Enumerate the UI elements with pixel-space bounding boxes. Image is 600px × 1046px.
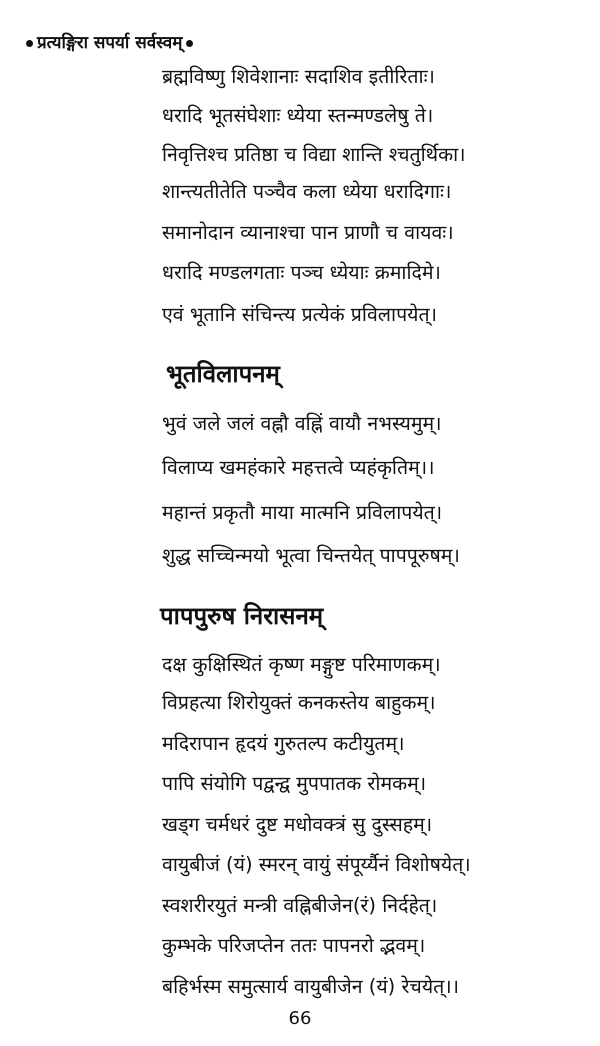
header-title: प्रत्यङ्गिरा सपर्या सर्वस्वम् [37, 33, 183, 53]
verse-line: बहिर्भस्म समुत्सार्य वायुबीजेन (यं) रेचयेत्।। [162, 975, 460, 998]
verse-line: एवं भूतानि संचिन्त्य प्रत्येकं प्रविलापयेत्। [162, 303, 437, 326]
verse-line: पापि संयोगि पद्वन्द्व मुपपातक रोमकम्। [162, 772, 427, 795]
section-heading-bhutavilapanam: भूतविलापनम् [166, 360, 280, 388]
verse-line: दक्ष कुक्षिस्थितं कृष्ण मङ्गुष्ट परिमाणकम्। [162, 653, 441, 676]
section-heading-papapurusha-nirasanam: पापपुरुष निरासनम् [160, 602, 324, 630]
verse-line: स्वशरीरयुतं मन्त्री वह्निबीजेन(रं) निर्दहेत्। [162, 894, 438, 917]
verse-line: ब्रह्मविष्णु शिवेशानाः सदाशिव इतीरिताः। [162, 65, 435, 88]
verse-line: शान्त्यतीतेति पञ्चैव कला ध्येया धरादिगाः। [162, 180, 452, 203]
bullet-dot-right [186, 40, 193, 47]
verse-line: भुवं जले जलं वह्नौ वह्निं वायौ नभस्यमुम्। [162, 412, 442, 435]
page-number: 66 [288, 1008, 312, 1029]
verse-line: धरादि मण्डलगताः पञ्च ध्येयाः क्रमादिमे। [162, 261, 441, 284]
running-header [22, 30, 197, 53]
verse-line: मदिरापान हृदयं गुरुतल्प कटीयुतम्। [162, 732, 405, 755]
verse-line: वायुबीजं (यं) स्मरन् वायुं संपूर्य्यैनं विशोषयेत्। [162, 853, 471, 876]
verse-line: समानोदान व्यानाश्चा पान प्राणौ च वायवः। [162, 221, 454, 244]
bullet-dot-left [26, 40, 33, 47]
verse-line: महान्तं प्रकृतौ माया मात्मनि प्रविलापयेत्। [162, 501, 443, 524]
verse-line: कुम्भके परिजप्तेन ततः पापनरो द्भवम्। [162, 934, 426, 957]
verse-line: धरादि भूतसंघेशाः ध्येया स्तन्मण्डलेषु ते। [162, 104, 434, 127]
verse-line: विलाप्य खमहंकारे महत्तत्वे प्यहंकृतिम्।। [162, 456, 435, 479]
verse-line: खड्ग चर्मधरं दुष्ट मधोवक्त्रं सु दुस्सहम्। [162, 813, 433, 836]
verse-line: विप्रहत्या शिरोयुक्तं कनकस्तेय बाहुकम्। [162, 691, 436, 714]
verse-line: निवृत्तिश्च प्रतिष्ठा च विद्या शान्ति श्चतुर्थिका। [162, 143, 466, 166]
verse-line: शुद्ध सच्चिन्मयो भूत्वा चिन्तयेत् पापपूरुषम्। [162, 544, 460, 567]
